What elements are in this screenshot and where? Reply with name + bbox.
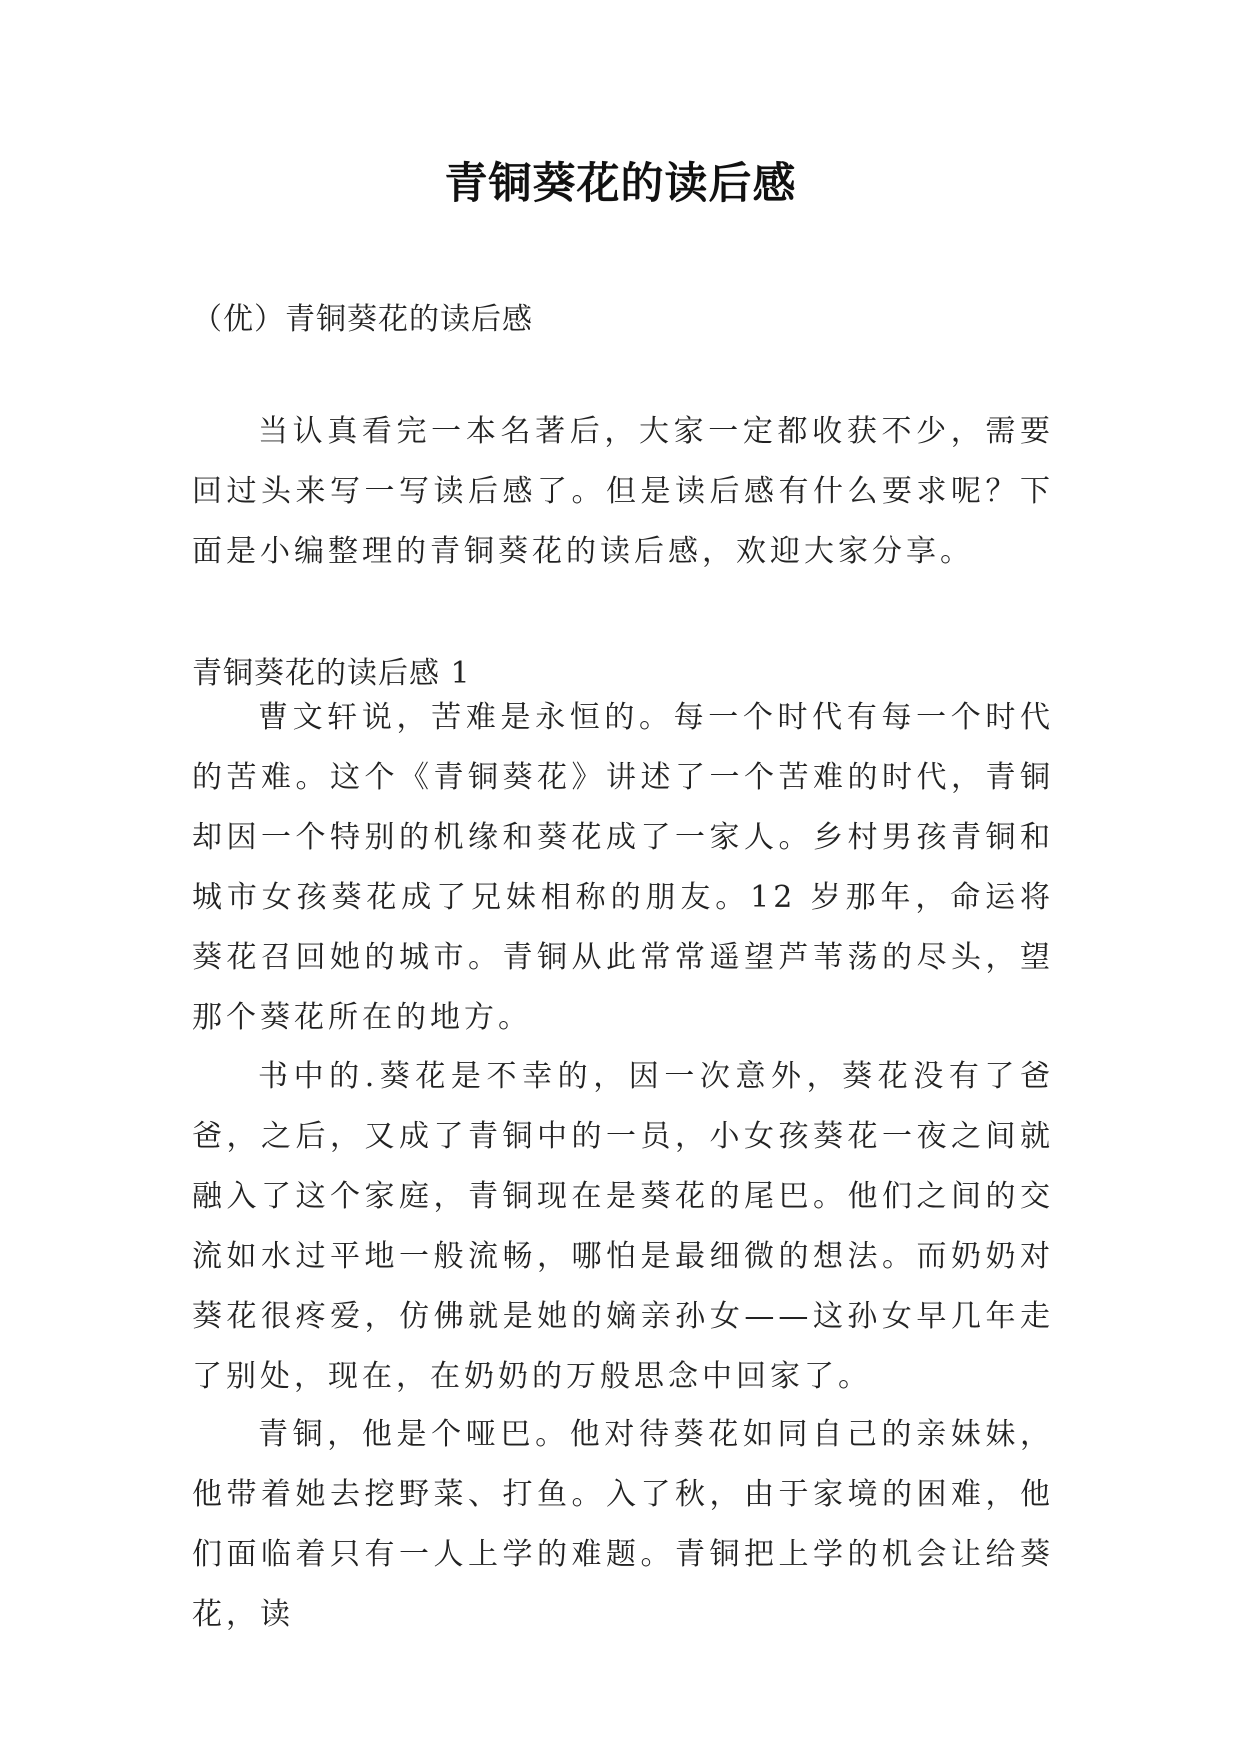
section-heading: 青铜葵花的读后感 1 bbox=[192, 656, 471, 691]
body-paragraph: 书中的.葵花是不幸的，因一次意外，葵花没有了爸爸，之后，又成了青铜中的一员，小女孩葵花一夜之间就融入了这个家庭，青铜现在是葵花的尾巴。他们之间的交流如水过平地一般流畅，哪怕是最细微的想法。而奶奶对葵花很疼爱，仿佛就是她的嫡亲孙女——这孙女早几年走了别处，现在，在奶奶的万般思念中回家了。 bbox=[192, 1059, 1054, 1394]
page-title: 青铜葵花的读后感 bbox=[444, 159, 797, 209]
body-paragraph: 曹文轩说，苦难是永恒的。每一个时代有每一个时代的苦难。这个《青铜葵花》讲述了一个苦难的时代，青铜却因一个特别的机缘和葵花成了一家人。乡村男孩青铜和城市女孩葵花成了兄妹相称的朋友。12 岁那年，命运将葵花召回她的城市。青铜从此常常遥望芦苇荡的尽头，望那个葵花所在的地方。 bbox=[192, 700, 1054, 1035]
body-paragraph: 青铜，他是个哑巴。他对待葵花如同自己的亲妹妹，他带着她去挖野菜、打鱼。入了秋，由于家境的困难，他们面临着只有一人上学的难题。青铜把上学的机会让给葵花，读 bbox=[192, 1417, 1054, 1632]
document-subtitle: （优）青铜葵花的读后感 bbox=[192, 302, 533, 337]
intro-paragraph: 当认真看完一本名著后，大家一定都收获不少，需要回过头来写一写读后感了。但是读后感有什么要求呢？下面是小编整理的青铜葵花的读后感，欢迎大家分享。 bbox=[192, 414, 1054, 569]
